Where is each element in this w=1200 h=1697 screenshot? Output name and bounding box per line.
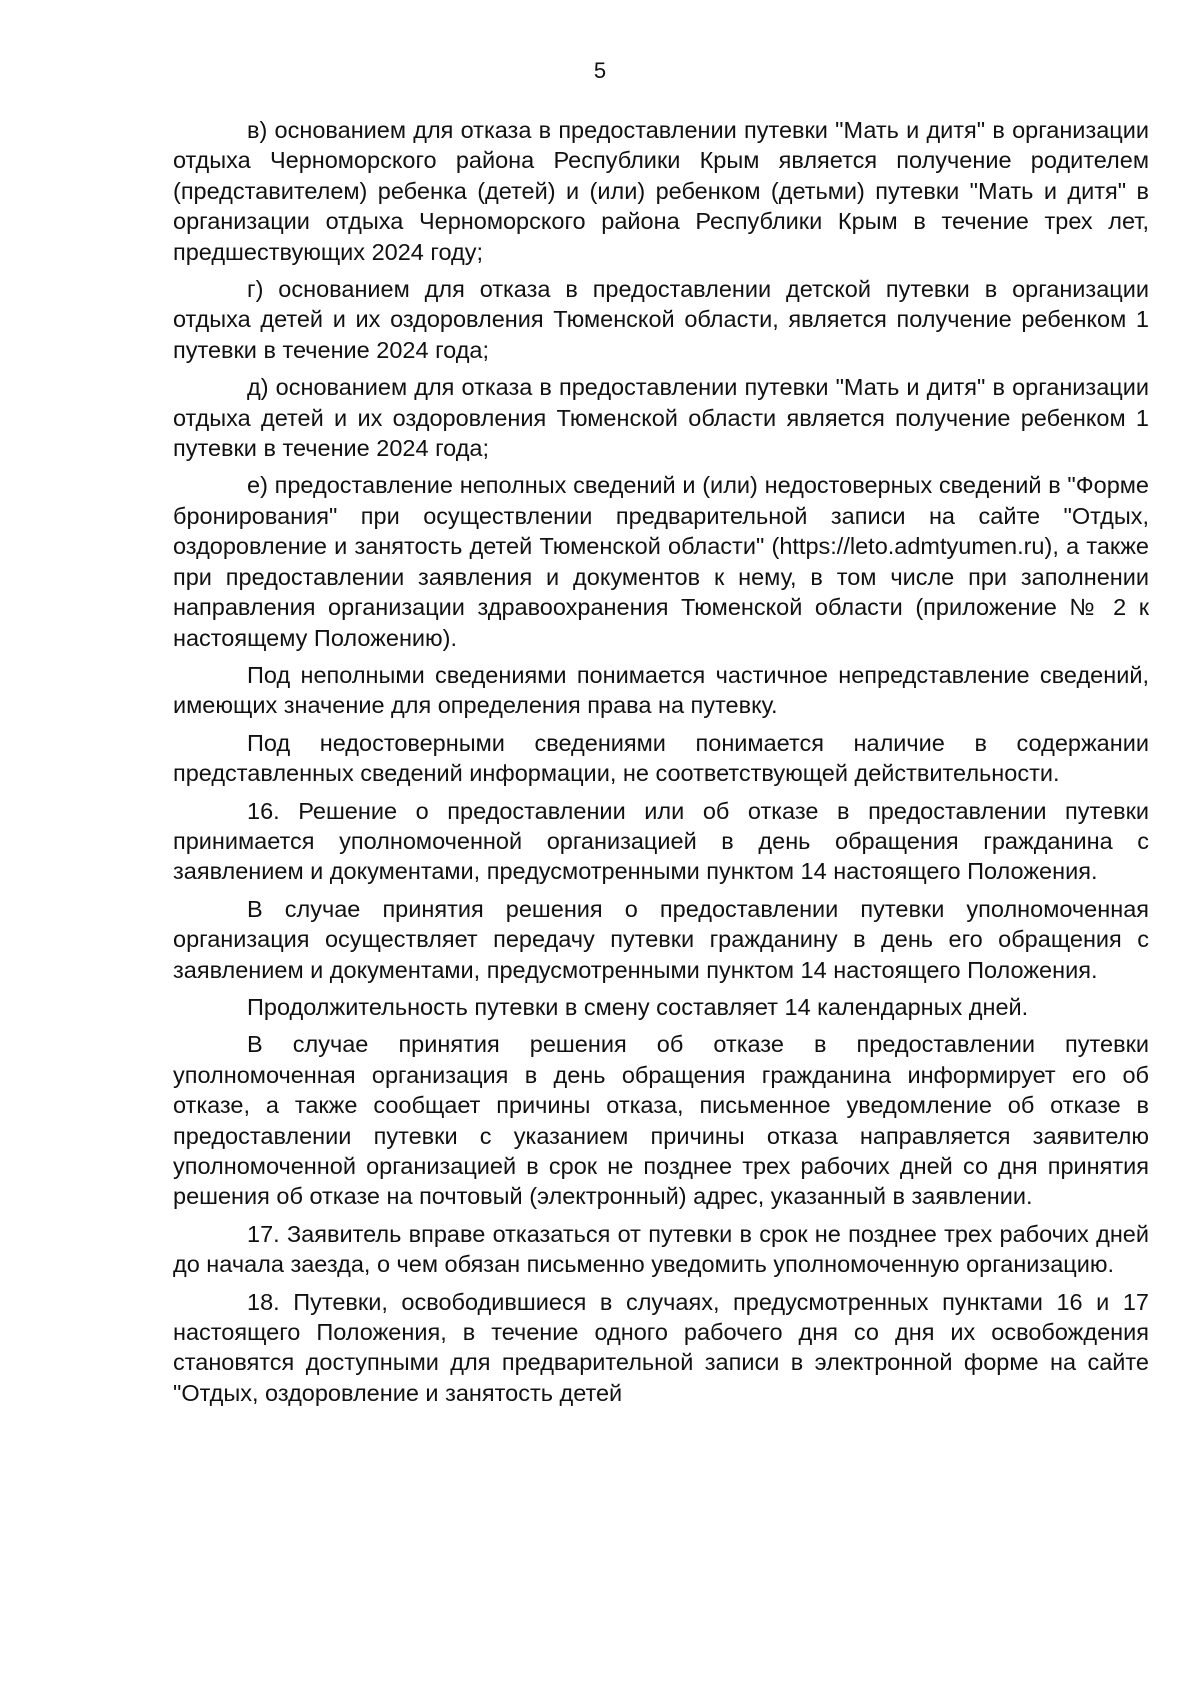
paragraph-incomplete-definition: Под неполными сведениями понимается частичное непредставление сведений, имеющих значение для определения права на путевку. xyxy=(173,661,1149,719)
paragraph-v-refusal-crimea: в) основанием для отказа в предоставлении путевки "Мать и дитя" в организации отдыха Черноморского района Республики Крым является получение родителем (представителем) ребенка (детей) и (или) ребенком (детьми) путевки "Мать и дитя" в организации отдыха Черноморского района Республики Крым в течение трех лет, предшествующих 2024 году; xyxy=(173,117,1149,265)
paragraph-16-refusal-notice: В случае принятия решения об отказе в предоставлении путевки уполномоченная организация в день обращения гражданина информирует его об отказе, а также сообщает причины отказа, письменное уведомление об отказе в предоставлении путевки с указанием причины отказа направляется заявителю уполномоченной организацией в срок не позднее трех рабочих дней со дня принятия решения об отказе на почтовый (электронный) адрес, указанный в заявлении. xyxy=(173,1031,1149,1210)
document-body xyxy=(173,115,1149,1415)
paragraph-unreliable-definition: Под недостоверными сведениями понимается наличие в содержании представленных сведений информации, не соответствующей действительности. xyxy=(173,729,1149,787)
paragraph-18-released-vouchers: 18. Путевки, освободившиеся в случаях, предусмотренных пунктами 16 и 17 настоящего Положения, в течение одного рабочего дня со дня их освобождения становятся доступными для предварительной записи в электронной форме на сайте "Отдых, оздоровление и занятость детей xyxy=(173,1288,1149,1406)
paragraph-e-incomplete-info: е) предоставление неполных сведений и (или) недостоверных сведений в "Форме бронирования" при осуществлении предварительной записи на сайте "Отдых, оздоровление и занятость детей Тюменской области" (https://leto.admtyumen.ru), а также при предоставлении заявления и документов к нему, в том числе при заполнении направления организации здравоохранения Тюменской области (приложение № 2 к настоящему Положению). xyxy=(173,472,1149,651)
paragraph-16-transfer: В случае принятия решения о предоставлении путевки уполномоченная организация осуществляет передачу путевки гражданину в день его обращения с заявлением и документами, предусмотренными пунктом 14 настоящего Положения. xyxy=(173,895,1149,983)
page-number: 5 xyxy=(593,58,607,83)
paragraph-16-duration: Продолжительность путевки в смену составляет 14 календарных дней. xyxy=(247,993,1029,1020)
paragraph-g-refusal-child-voucher: г) основанием для отказа в предоставлении детской путевки в организации отдыха детей и их оздоровления Тюменской области, является получение ребенком 1 путевки в течение 2024 года; xyxy=(173,276,1149,363)
paragraph-17-withdrawal: 17. Заявитель вправе отказаться от путевки в срок не позднее трех рабочих дней до начала заезда, о чем обязан письменно уведомить уполномоченную организацию. xyxy=(173,1220,1149,1278)
paragraph-16-decision: 16. Решение о предоставлении или об отказе в предоставлении путевки принимается уполномоченной организацией в день обращения гражданина с заявлением и документами, предусмотренными пунктом 14 настоящего Положения. xyxy=(173,797,1149,885)
paragraph-d-refusal-mother-child: д) основанием для отказа в предоставлении путевки "Мать и дитя" в организации отдыха детей и их оздоровления Тюменской области является получение ребенком 1 путевки в течение 2024 года; xyxy=(173,374,1149,462)
